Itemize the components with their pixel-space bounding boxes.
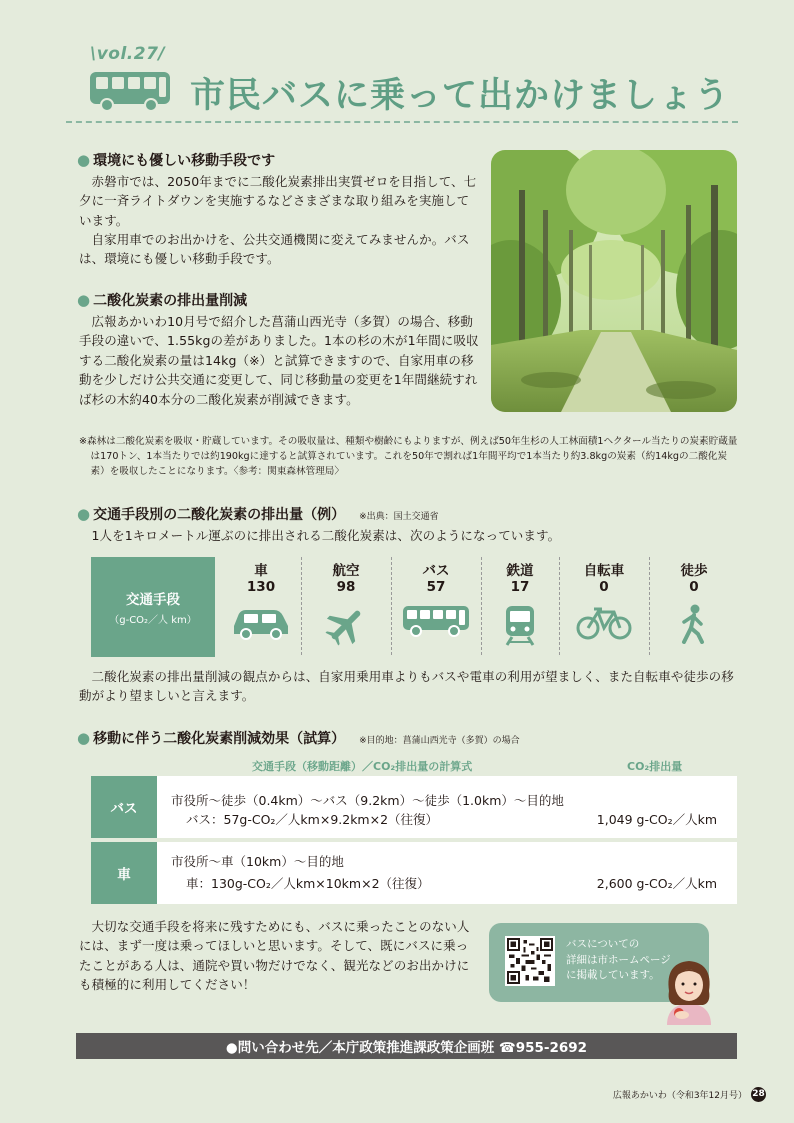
car-icon	[230, 604, 292, 640]
closing-paragraph: 大切な交通手段を将来に残すためにも、バスに乗ったことのない人には、まず一度は乗ってほしいと思います。そして、既にバスに乗ったことがある人は、通院や買い物だけでなく、観光などのお出かけにも積極的に利用してください！	[79, 919, 470, 993]
environment-paragraph-2: 自家用車でのお出かけを、公共交通機関に変えてみませんか。バスは、環境にも優しい移動手段です。	[79, 232, 470, 267]
mode-train: 鉄道 17	[483, 557, 557, 657]
row-calculation: 車：130g-CO₂／人km×10km×2（往復）	[186, 876, 430, 891]
bicycle-icon	[576, 604, 632, 640]
forest-path-photo	[491, 150, 737, 412]
row-mode-label: 車	[91, 842, 157, 904]
mode-separator	[559, 557, 560, 655]
mode-walking: 徒歩 0	[651, 557, 737, 657]
row-mode-label: バス	[91, 776, 157, 838]
row-route: 市役所～車（10km）～目的地	[171, 854, 344, 869]
forest-absorption-note: ※森林は二酸化炭素を吸収・貯蔵しています。その吸収量は、種類や樹齢にもよりますが、例えば50年生杉の人工林面積1ヘクタール当たりの炭素貯蔵量は170トン、1本当たりでは約190kgに達すると試算されています。これを50年で割れば1年間平均で1本当たり約3.8kgの炭素（約14kgの二酸化炭素）を吸収したことになります。〈参考：関東森林管理局〉	[79, 436, 738, 477]
publication-name: 広報あかいわ（令和3年12月号）	[612, 1091, 747, 1101]
section-heading-environment: ● 環境にも優しい移動手段です	[77, 151, 276, 169]
mode-airplane: 航空 98	[303, 557, 389, 657]
page-number: 28	[751, 1087, 766, 1102]
table-row	[91, 842, 737, 904]
qr-code-icon[interactable]	[505, 936, 555, 986]
page-footer	[613, 1087, 766, 1102]
emissions-conclusion: 二酸化炭素の排出量削減の観点からは、自家用乗用車よりもバスや電車の利用が望ましく、また自転車や徒歩の移動がより望ましいと言えます。	[79, 669, 734, 704]
table-row	[91, 776, 737, 838]
co2-reduction-paragraph: 広報あかいわ10月号で紹介した菖蒲山西光寺（多賀）の場合、移動手段の違いで、1.55kgの差がありました。1本の杉の木が1年間に吸収する二酸化炭素の量は14kg（※）と試算できますので、自家用車の移動を少しだけ公共交通に変更して、同じ移動量の変更を1年間継続すれば杉の木約40本分の二酸化炭素が削減できます。	[79, 314, 479, 407]
row-result: 2,600 g-CO₂／人km	[596, 876, 717, 891]
row-result: 1,049 g-CO₂／人km	[596, 812, 717, 827]
column-header-formula: 交通手段（移動距離）／CO₂排出量の計算式	[252, 760, 473, 773]
train-icon	[502, 604, 538, 646]
emissions-bar-header	[91, 557, 215, 657]
page-title: 市民バスに乗って出かけましょう	[190, 76, 731, 116]
title-divider	[66, 121, 738, 123]
section-heading-emissions-by-mode: ● 交通手段別の二酸化炭素の排出量（例） ※出典：国土交通省	[77, 505, 439, 523]
walking-icon	[678, 604, 710, 644]
mode-separator	[301, 557, 302, 655]
bus-icon	[402, 604, 470, 638]
volume-label: \vol.27/	[90, 44, 166, 64]
emissions-comparison-bar	[91, 557, 737, 657]
woman-illustration	[655, 955, 723, 1025]
emissions-bar-title: 交通手段	[126, 592, 180, 608]
column-header-result: CO₂排出量	[627, 760, 683, 773]
homepage-info-text: バスについての 詳細は市ホームページ に掲載しています。	[566, 938, 671, 981]
row-calculation: バス：57g-CO₂／人km×9.2km×2（往復）	[186, 812, 439, 827]
section-heading-reduction-effect: ● 移動に伴う二酸化炭素削減効果（試算） ※目的地：菖蒲山西光寺（多賀）の場合	[77, 729, 520, 747]
bullet-dot-icon: ●	[77, 729, 91, 747]
source-note: ※出典：国土交通省	[359, 512, 439, 522]
bus-logo-icon	[88, 70, 172, 112]
mode-separator	[391, 557, 392, 655]
airplane-icon	[325, 604, 367, 646]
contact-bar: ●問い合わせ先／本庁政策推進課政策企画班 ☎955-2692	[76, 1033, 737, 1059]
section-heading-co2-reduction: ● 二酸化炭素の排出量削減	[77, 291, 248, 309]
environment-paragraph-1: 赤磐市では、2050年までに二酸化炭素排出実質ゼロを目指して、七夕に一斉ライトダウンを実施するなどさまざまな取り組みを実施しています。	[79, 174, 477, 228]
mode-separator	[481, 557, 482, 655]
emissions-bar-unit: （g-CO₂／人 km）	[109, 615, 197, 626]
row-route: 市役所～徒歩（0.4km）～バス（9.2km）～徒歩（1.0km）～目的地	[171, 793, 564, 808]
mode-separator	[649, 557, 650, 655]
emissions-intro: 1人を1キロメートル運ぶのに排出される二酸化炭素は、次のようになっています。	[91, 528, 561, 543]
mode-car: 車 130	[221, 557, 301, 657]
mode-bicycle: 自転車 0	[561, 557, 647, 657]
bullet-dot-icon: ●	[77, 291, 91, 309]
destination-note: ※目的地：菖蒲山西光寺（多賀）の場合	[359, 736, 520, 746]
bullet-dot-icon: ●	[77, 505, 91, 523]
mode-bus: バス 57	[393, 557, 479, 657]
bullet-dot-icon: ●	[77, 151, 91, 169]
